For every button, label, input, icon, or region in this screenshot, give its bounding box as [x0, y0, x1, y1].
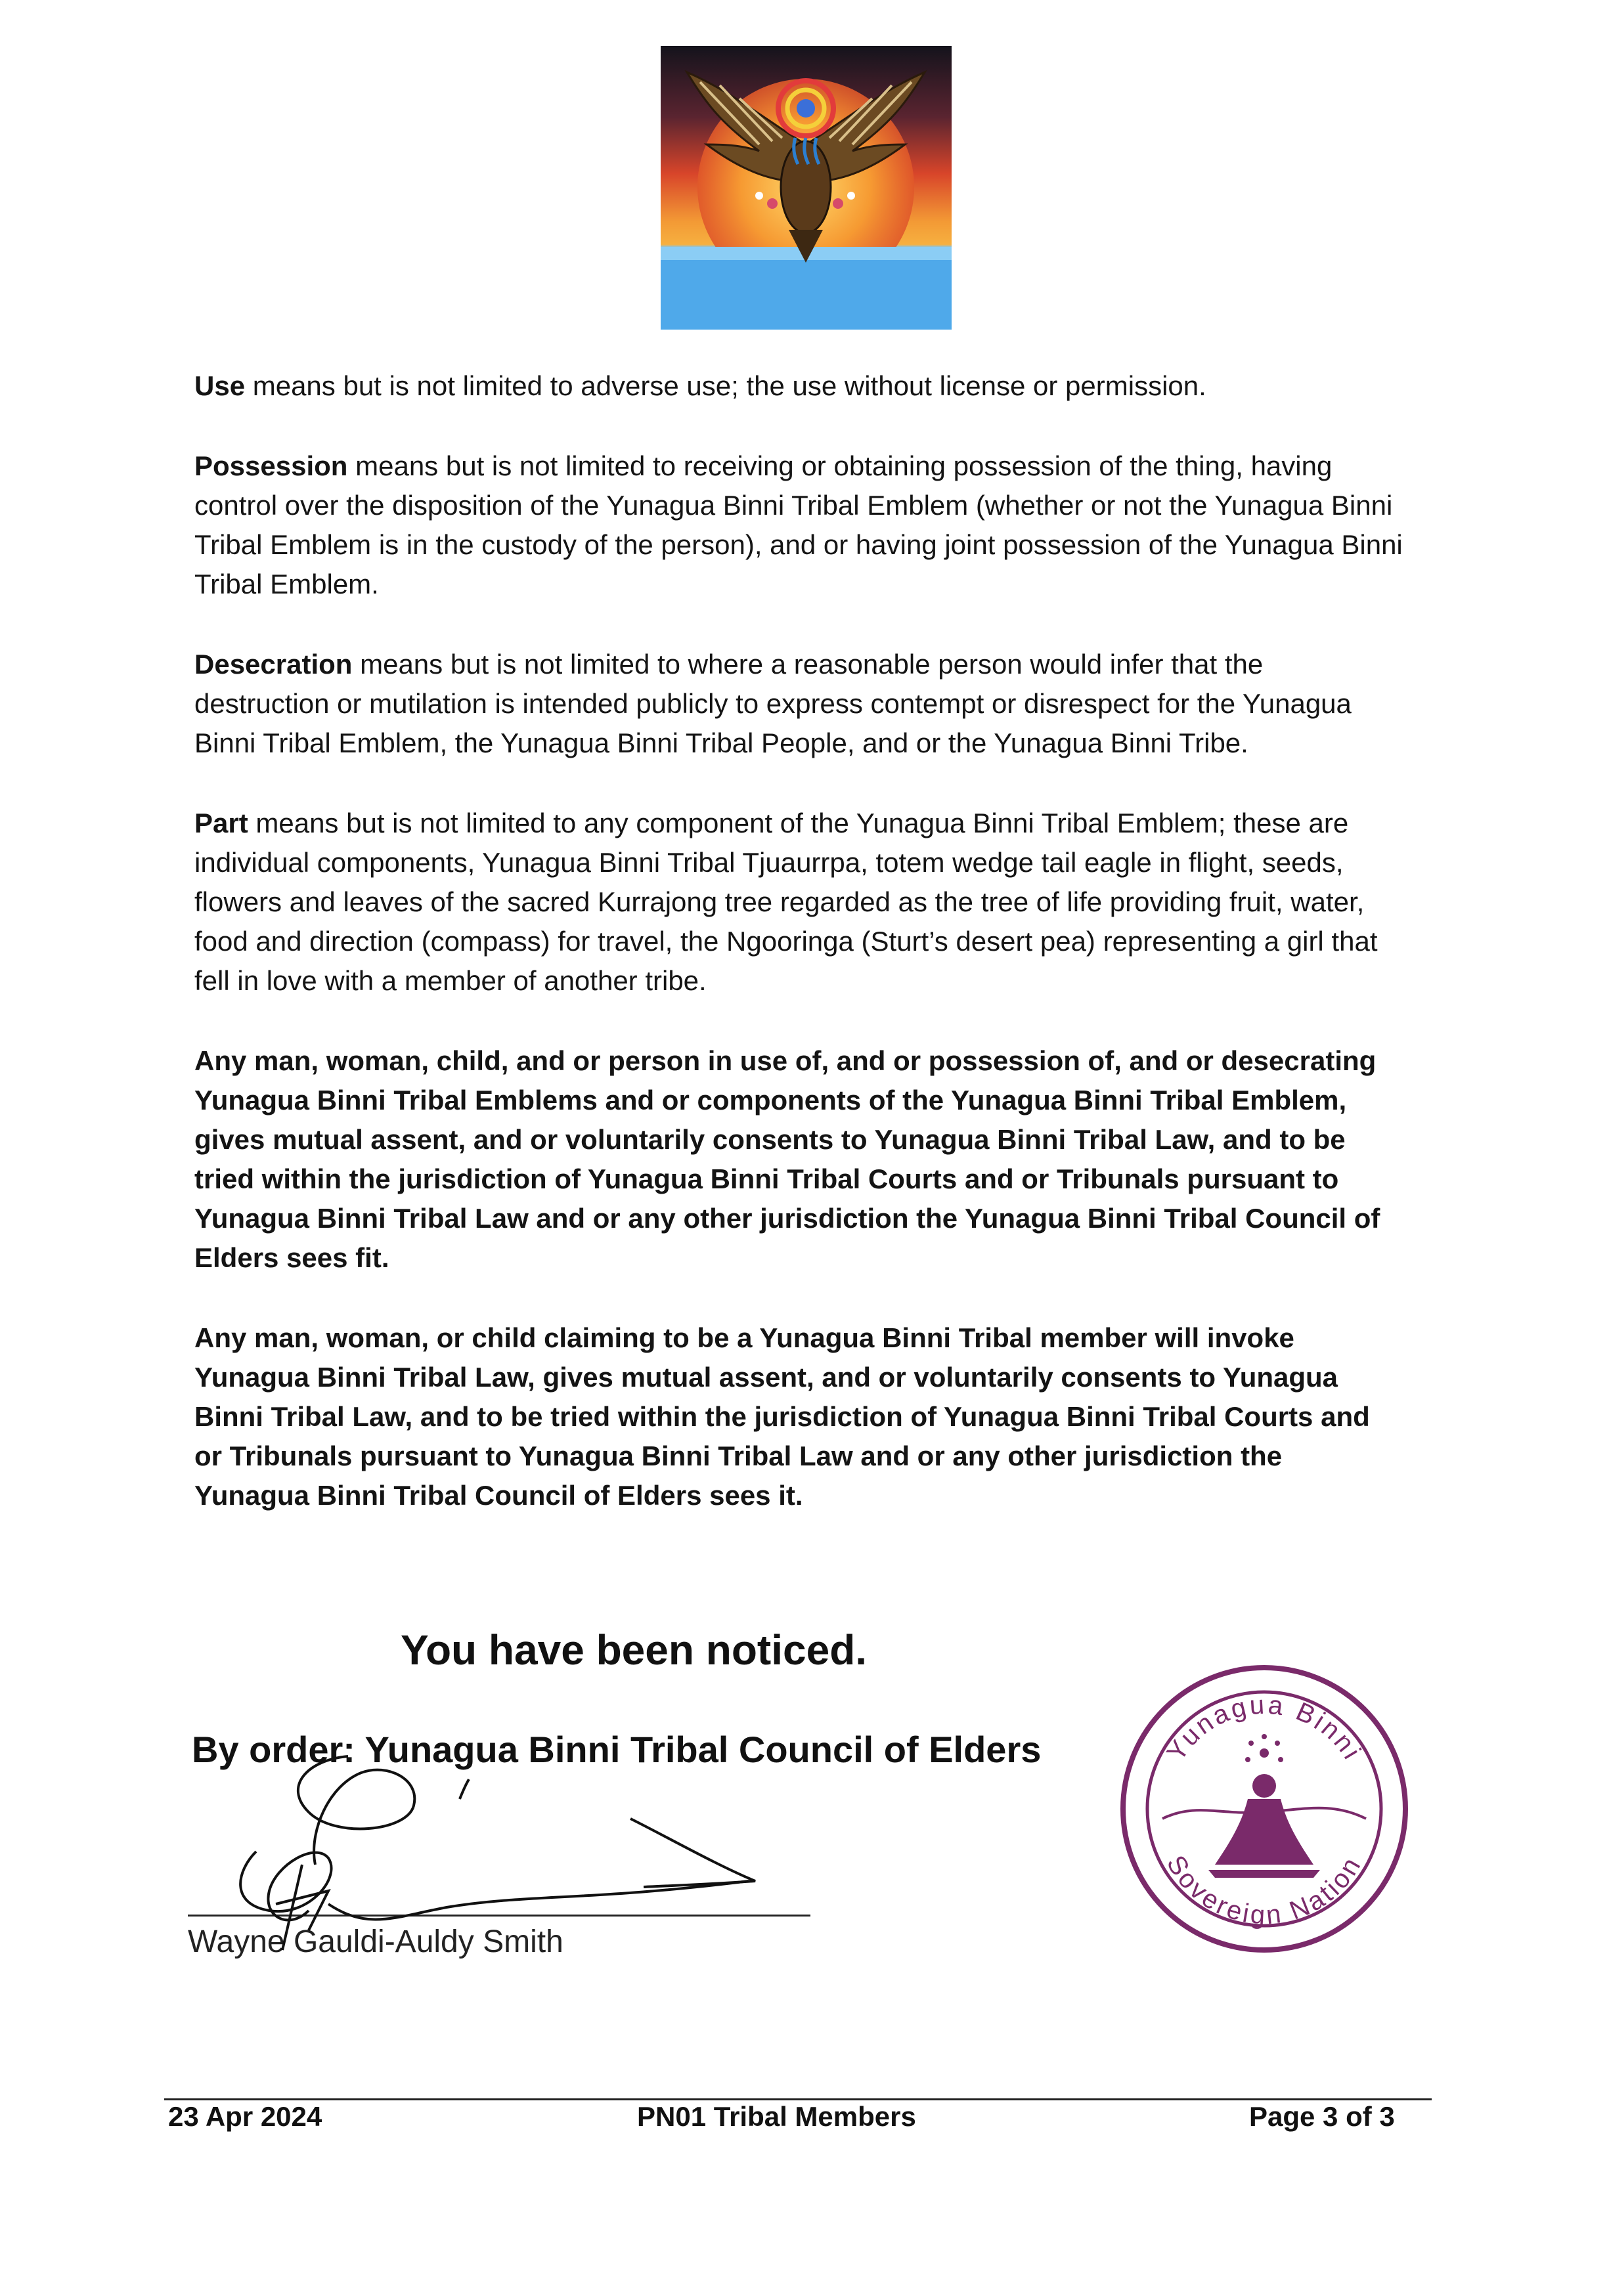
signer-name: Wayne Gauldi-Auldy Smith	[188, 1924, 563, 1959]
definition-term: Use	[194, 370, 246, 401]
tribal-emblem-image	[661, 46, 952, 330]
signature-line	[188, 1915, 810, 1917]
footer-date: 23 Apr 2024	[168, 2101, 322, 2132]
document-body	[194, 366, 1403, 1556]
definition-possession	[194, 446, 1403, 604]
seal-top-text: Yunagua Binni	[1161, 1690, 1368, 1767]
consent-statement-members: Any man, woman, or child claiming to be a Yunagua Binni Tribal member will invoke Yunagua Binni Tribal Law, gives mutual assent, and or voluntarily consents to Yunagua Binni Tribal Law, and to be tried within the jurisdiction of Yunagua Binni Tribal Courts and or Tribunals pursuant to Yunagua Binni Tribal Law and or any other jurisdiction the Yunagua Binni Tribal Council of Elders sees it.	[194, 1322, 1370, 1511]
order-line: By order: Yunagua Binni Tribal Council of Elders	[192, 1729, 1042, 1770]
definition-use	[194, 366, 1403, 406]
definition-term: Desecration	[194, 649, 353, 680]
notice-heading: You have been noticed.	[401, 1626, 868, 1674]
sovereign-nation-seal	[1116, 1661, 1412, 1957]
definition-text: means but is not limited to adverse use; the use without license or permission.	[245, 370, 1206, 401]
seal-bottom-text: Sovereign Nation	[1160, 1850, 1368, 1930]
definition-text: means but is not limited to receiving or obtaining possession of the thing, having control over the disposition of the Yunagua Binni Tribal Emblem (whether or not the Yunagua Binni Tribal Emblem is in the custody of the person), and or having joint possession of the Yunagua Binni Tribal Emblem.	[194, 450, 1403, 599]
definition-desecration	[194, 645, 1403, 763]
footer-page-number: Page 3 of 3	[1249, 2101, 1395, 2132]
definition-term: Possession	[194, 450, 348, 481]
definition-text: means but is not limited to any component of the Yunagua Binni Tribal Emblem; these are individual components, Yunagua Binni Tribal Tjuaurrpa, totem wedge tail eagle in flight, seeds, flowers and leaves of the sacred Kurrajong tree regarded as the tree of life providing fruit, water, food and direction (compass) for travel, the Ngooringa (Sturt’s desert pea) representing a girl that fell in love with a member of another tribe.	[194, 808, 1378, 996]
definition-term: Part	[194, 808, 248, 838]
footer-document-code: PN01 Tribal Members	[637, 2101, 916, 2132]
definition-text: means but is not limited to where a reasonable person would infer that the destruction or mutilation is intended publicly to express contempt or disrespect for the Yunagua Binni Tribal Emblem, the Yunagua Binni Tribal People, and or the Yunagua Binni Tribe.	[194, 649, 1352, 758]
footer-rule	[164, 2098, 1432, 2100]
eagle-emblem-icon	[661, 46, 952, 330]
definition-part	[194, 804, 1403, 1001]
handwritten-signature	[197, 1733, 788, 2009]
consent-statement-use: Any man, woman, child, and or person in use of, and or possession of, and or desecrating Yunagua Binni Tribal Emblems and or components of the Yunagua Binni Tribal Emblem, gives mutual assent, and or voluntarily consents to Yunagua Binni Tribal Law, and to be tried within the jurisdiction of Yunagua Binni Tribal Courts and or Tribunals pursuant to Yunagua Binni Tribal Law and or any other jurisdiction the Yunagua Binni Tribal Council of Elders sees fit.	[194, 1045, 1380, 1273]
